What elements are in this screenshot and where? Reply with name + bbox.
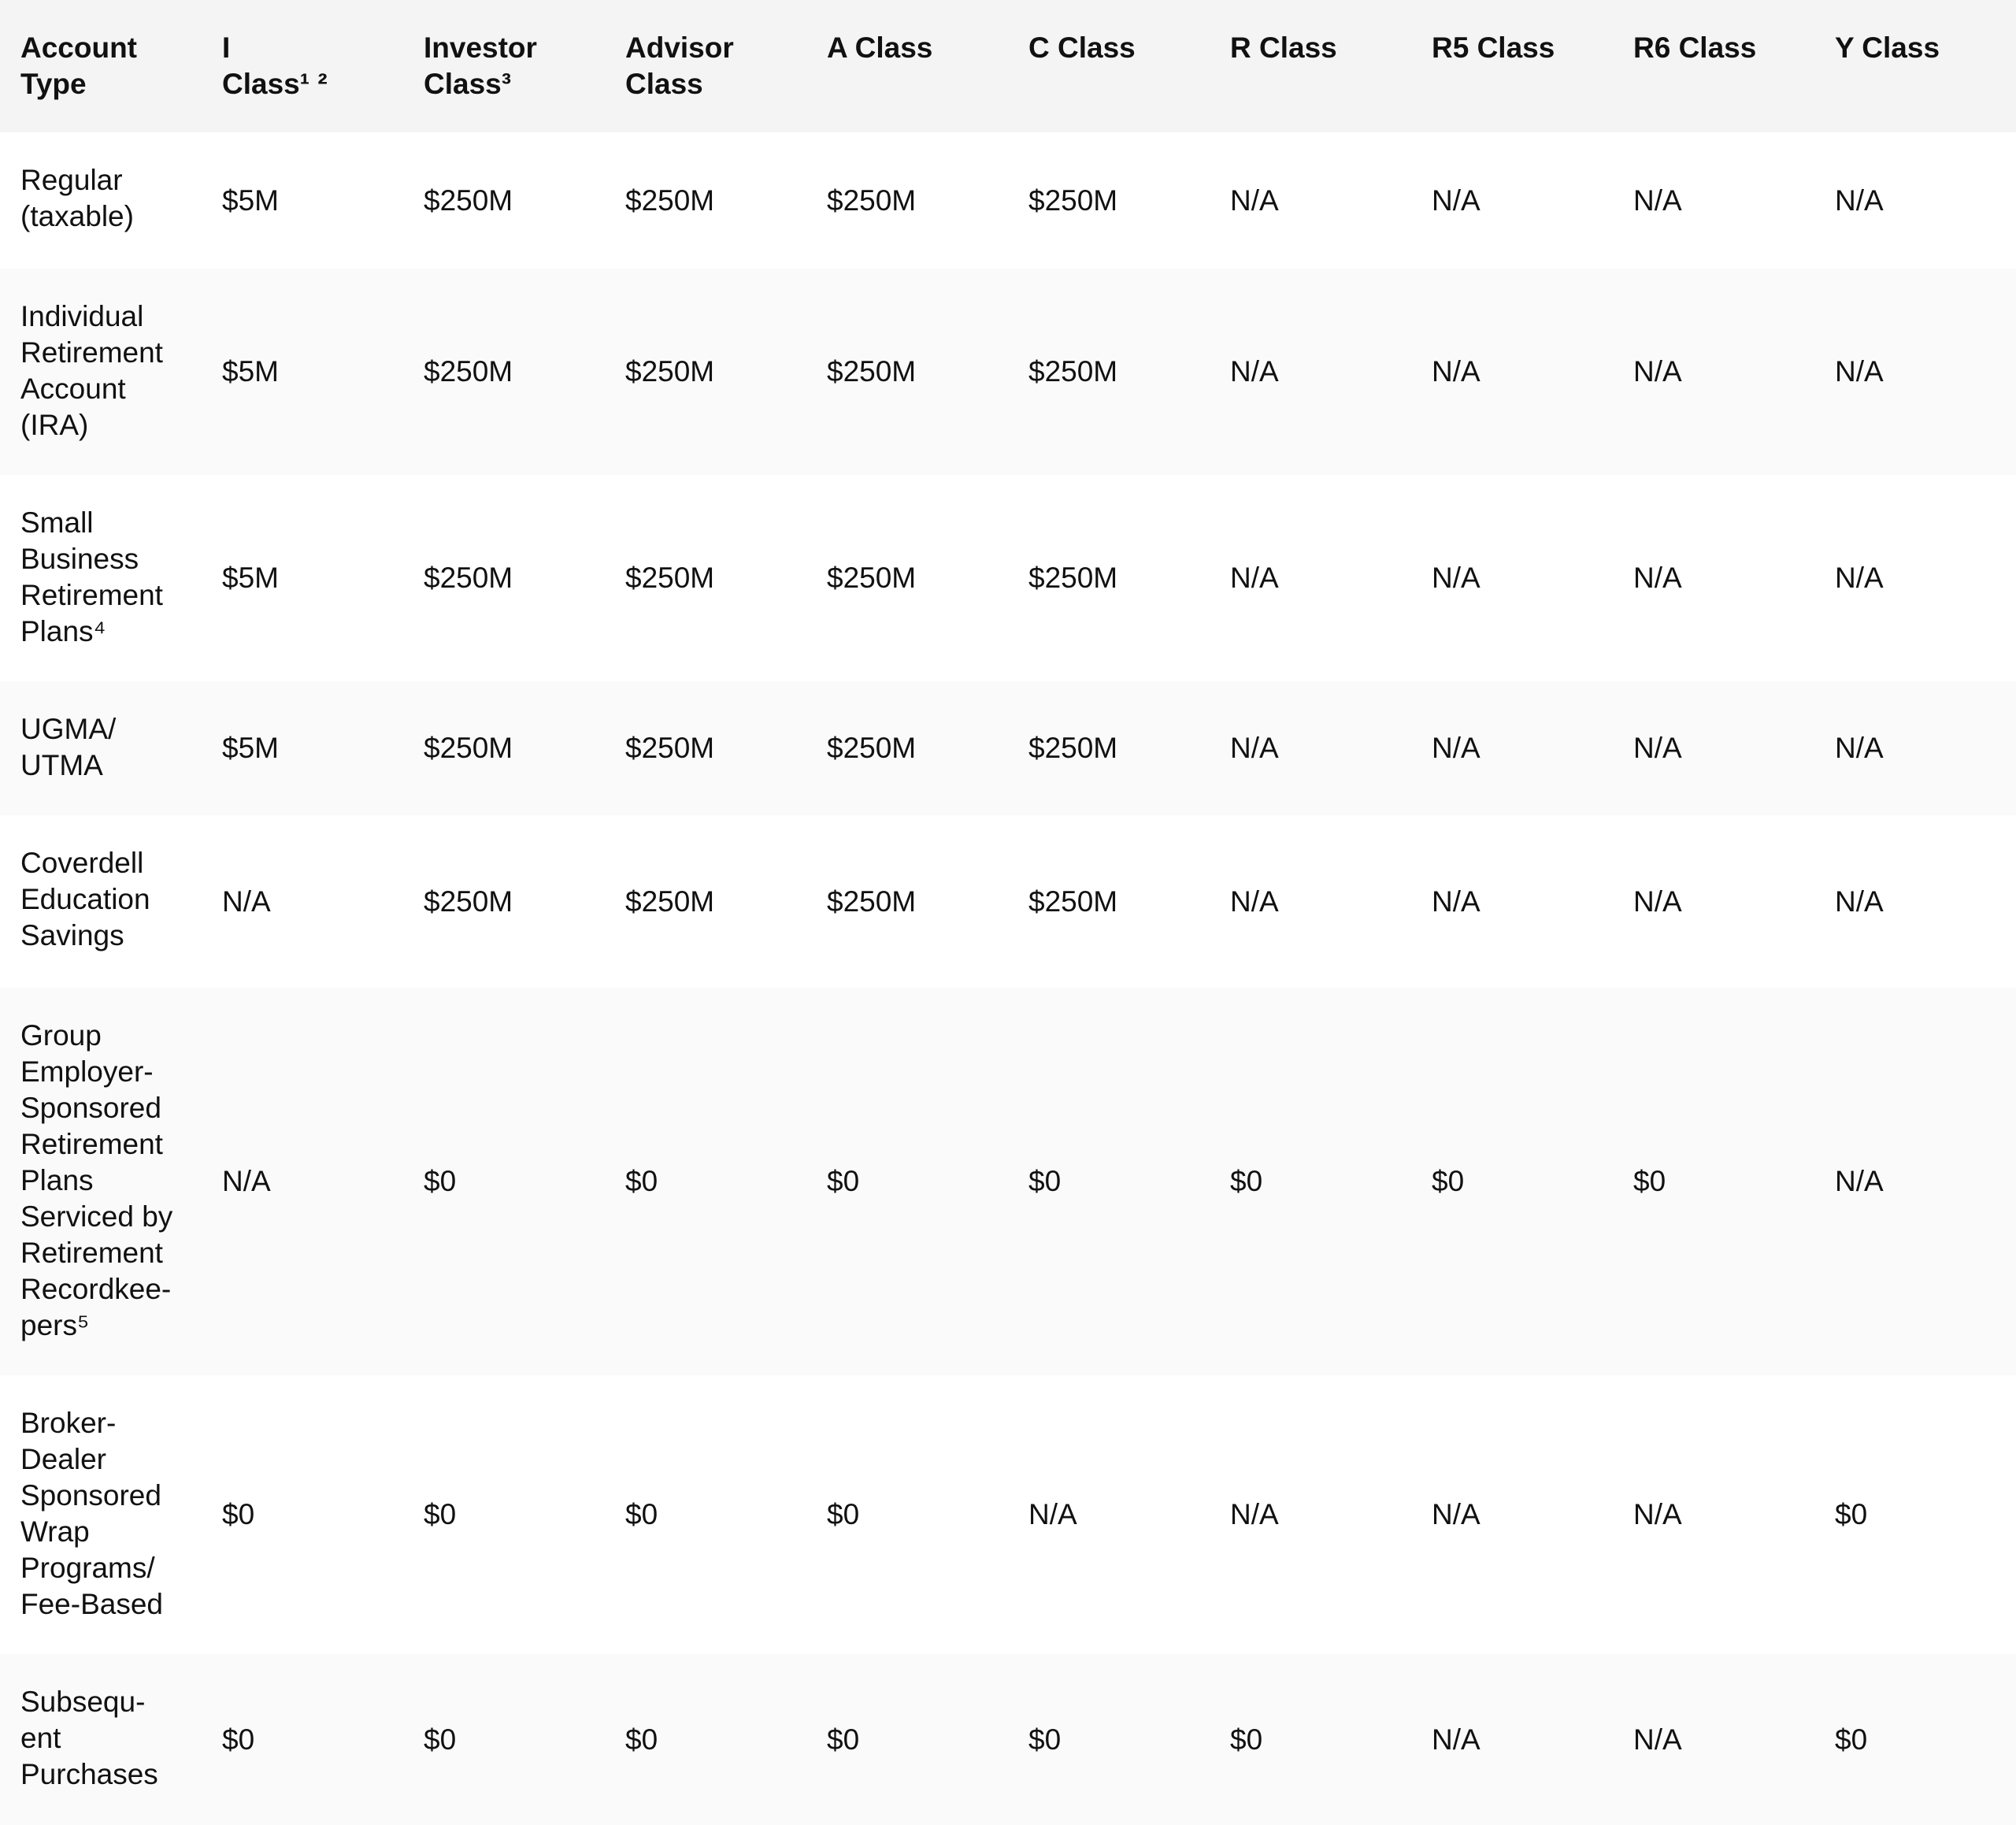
account-type-cell: UGMA/ UTMA bbox=[20, 713, 117, 781]
minimum-value-cell: $5M bbox=[222, 562, 279, 594]
table-row bbox=[0, 132, 2016, 269]
minimum-value-cell: $250M bbox=[424, 562, 513, 594]
minimum-value-cell: $0 bbox=[1835, 1723, 1868, 1756]
minimum-value-cell: N/A bbox=[222, 1165, 271, 1197]
minimum-value-cell: N/A bbox=[1633, 184, 1682, 217]
account-type-cell: Broker- Dealer Sponsored Wrap Programs/ Fee-Based bbox=[20, 1407, 163, 1620]
minimum-value-cell: $250M bbox=[424, 732, 513, 764]
minimum-value-cell: $0 bbox=[625, 1723, 658, 1756]
column-header: Y Class bbox=[1814, 0, 2016, 132]
minimum-value-cell: N/A bbox=[1230, 184, 1279, 217]
minimum-value-cell: N/A bbox=[1835, 885, 1884, 918]
column-header: C Class bbox=[1008, 0, 1210, 132]
minimum-value-cell: $0 bbox=[222, 1723, 255, 1756]
minimum-value-cell: N/A bbox=[1633, 355, 1682, 388]
minimum-value-cell: N/A bbox=[1835, 562, 1884, 594]
table-row bbox=[0, 269, 2016, 475]
header-row bbox=[0, 0, 2016, 132]
table-row bbox=[0, 681, 2016, 815]
account-type-cell: Group Employer- Sponsored Retirement Plans Serviced by Retirement Recordkee- pers⁵ bbox=[20, 1019, 173, 1341]
minimum-value-cell: $250M bbox=[625, 732, 715, 764]
minimum-value-cell: N/A bbox=[1633, 885, 1682, 918]
minimum-value-cell: N/A bbox=[1835, 732, 1884, 764]
minimum-value-cell: N/A bbox=[1432, 355, 1480, 388]
minimum-value-cell: $250M bbox=[424, 184, 513, 217]
column-header: Investor Class³ bbox=[403, 0, 605, 132]
minimum-value-cell: $0 bbox=[1633, 1165, 1666, 1197]
minimum-value-cell: $5M bbox=[222, 732, 279, 764]
minimum-value-cell: N/A bbox=[1432, 562, 1480, 594]
minimum-value-cell: $250M bbox=[1028, 355, 1118, 388]
minimum-value-cell: $0 bbox=[1028, 1165, 1062, 1197]
account-type-cell: Regular (taxable) bbox=[20, 164, 134, 232]
minimum-value-cell: $0 bbox=[424, 1723, 457, 1756]
minimum-value-cell: $250M bbox=[1028, 184, 1118, 217]
minimum-value-cell: $0 bbox=[1432, 1165, 1465, 1197]
minimum-value-cell: $250M bbox=[827, 732, 917, 764]
minimum-value-cell: N/A bbox=[1432, 1723, 1480, 1756]
minimum-value-cell: $0 bbox=[827, 1723, 860, 1756]
minimum-value-cell: N/A bbox=[1230, 562, 1279, 594]
minimum-value-cell: N/A bbox=[222, 885, 271, 918]
column-header: A Class bbox=[806, 0, 1008, 132]
minimum-value-cell: N/A bbox=[1835, 355, 1884, 388]
minimum-value-cell: N/A bbox=[1432, 885, 1480, 918]
minimum-value-cell: N/A bbox=[1230, 355, 1279, 388]
table-body bbox=[0, 132, 2016, 1825]
minimum-value-cell: N/A bbox=[1230, 885, 1279, 918]
minimum-value-cell: $250M bbox=[827, 184, 917, 217]
minimum-value-cell: N/A bbox=[1230, 1498, 1279, 1530]
table-row bbox=[0, 988, 2016, 1375]
column-header: Advisor Class bbox=[605, 0, 806, 132]
minimum-value-cell: $0 bbox=[222, 1498, 255, 1530]
minimum-value-cell: $250M bbox=[827, 885, 917, 918]
column-header: R Class bbox=[1210, 0, 1411, 132]
minimum-value-cell: N/A bbox=[1432, 1498, 1480, 1530]
minimum-value-cell: N/A bbox=[1835, 1165, 1884, 1197]
minimum-value-cell: $0 bbox=[625, 1498, 658, 1530]
minimum-value-cell: $0 bbox=[424, 1498, 457, 1530]
minimum-value-cell: $250M bbox=[827, 562, 917, 594]
minimum-value-cell: $250M bbox=[625, 885, 715, 918]
table-row bbox=[0, 1375, 2016, 1654]
minimum-value-cell: N/A bbox=[1633, 732, 1682, 764]
account-type-cell: Coverdell Education Savings bbox=[20, 847, 150, 951]
minimum-value-cell: N/A bbox=[1633, 1723, 1682, 1756]
minimum-value-cell: $250M bbox=[625, 562, 715, 594]
column-header: I Class¹ ² bbox=[202, 0, 403, 132]
minimum-value-cell: N/A bbox=[1432, 184, 1480, 217]
column-header: Account Type bbox=[0, 0, 202, 132]
table-header bbox=[0, 0, 2016, 132]
minimum-value-cell: $5M bbox=[222, 355, 279, 388]
minimum-value-cell: $0 bbox=[424, 1165, 457, 1197]
minimum-value-cell: $0 bbox=[625, 1165, 658, 1197]
minimum-value-cell: $0 bbox=[1230, 1723, 1263, 1756]
minimum-value-cell: N/A bbox=[1633, 562, 1682, 594]
table-row bbox=[0, 475, 2016, 681]
minimum-value-cell: $250M bbox=[1028, 885, 1118, 918]
minimum-value-cell: $250M bbox=[424, 885, 513, 918]
minimum-value-cell: N/A bbox=[1633, 1498, 1682, 1530]
column-header: R5 Class bbox=[1411, 0, 1613, 132]
minimum-value-cell: $250M bbox=[1028, 562, 1118, 594]
account-type-cell: Small Business Retirement Plans⁴ bbox=[20, 506, 163, 647]
minimum-value-cell: N/A bbox=[1835, 184, 1884, 217]
minimum-value-cell: $0 bbox=[827, 1498, 860, 1530]
account-type-cell: Subsequ- ent Purchases bbox=[20, 1686, 158, 1790]
account-type-cell: Individual Retirement Account (IRA) bbox=[20, 300, 163, 441]
minimum-value-cell: $0 bbox=[1230, 1165, 1263, 1197]
column-header: R6 Class bbox=[1613, 0, 1814, 132]
table-row bbox=[0, 815, 2016, 988]
table-row bbox=[0, 1654, 2016, 1825]
minimum-value-cell: N/A bbox=[1028, 1498, 1077, 1530]
minimum-value-cell: $250M bbox=[625, 355, 715, 388]
minimum-value-cell: $0 bbox=[1028, 1723, 1062, 1756]
minimum-value-cell: $0 bbox=[1835, 1498, 1868, 1530]
minimum-value-cell: $250M bbox=[1028, 732, 1118, 764]
minimum-value-cell: N/A bbox=[1230, 732, 1279, 764]
minimum-value-cell: $250M bbox=[625, 184, 715, 217]
minimum-value-cell: $5M bbox=[222, 184, 279, 217]
minimum-value-cell: N/A bbox=[1432, 732, 1480, 764]
minimum-value-cell: $0 bbox=[827, 1165, 860, 1197]
minimum-value-cell: $250M bbox=[424, 355, 513, 388]
minimum-value-cell: $250M bbox=[827, 355, 917, 388]
